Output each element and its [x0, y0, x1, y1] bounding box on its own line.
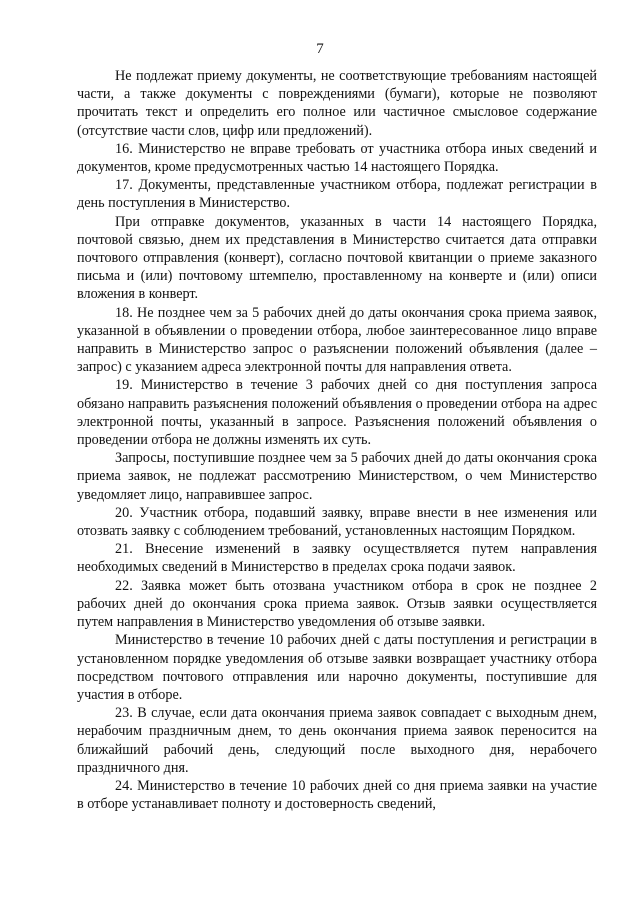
paragraph-late-requests: Запросы, поступившие позднее чем за 5 рабочих дней до даты окончания срока приема заявок, не подлежат рассмотрению Министерством, о чем Министерство уведомляет лицо, направившее запрос.	[77, 450, 597, 503]
page-number: 7	[316, 41, 324, 57]
paragraph-24: 24. Министерство в течение 10 рабочих дней со дня приема заявки на участие в отборе устанавливает полноту и достоверность сведений,	[77, 777, 597, 813]
paragraph-postal-submission: При отправке документов, указанных в части 14 настоящего Порядка, почтовой связью, днем их представления в Министерство считается дата отправки почтового отправления (конверт), согласно почтовой квитанции о приеме заказного письма и (или) почтовому штемпелю, проставленному на конверте и (или) описи вложения в конверт.	[77, 213, 597, 303]
paragraph-22: 22. Заявка может быть отозвана участником отбора в срок не позднее 2 рабочих дней до окончания срока приема заявок. Отзыв заявки осуществляется путем направления в Министерство уведомления об отзыве заявки.	[77, 577, 597, 631]
paragraph-19: 19. Министерство в течение 3 рабочих дней со дня поступления запроса обязано направить разъяснения положений объявления о проведении отбора на адрес электронной почты, указанный в запросе. Разъяснения положений объявления о проведении отбора не должны изменять их суть.	[77, 377, 597, 449]
paragraph-18: 18. Не позднее чем за 5 рабочих дней до даты окончания срока приема заявок, указанной в объявлении о проведении отбора, любое заинтересованное лицо вправе направить в Министерство запрос о разъяснении положений объявления (далее – запрос) с указанием адреса электронной почты для направления ответа.	[77, 304, 597, 376]
paragraph-17: 17. Документы, представленные участником отбора, подлежат регистрации в день поступления в Министерство.	[77, 177, 597, 212]
document-body	[77, 67, 597, 813]
paragraph-21: 21. Внесение изменений в заявку осуществляется путем направления необходимых сведений в Министерство в пределах срока подачи заявок.	[77, 541, 597, 576]
paragraph-withdrawal-return: Министерство в течение 10 рабочих дней с даты поступления и регистрации в установленном порядке уведомления об отзыве заявки возвращает участнику отбора посредством почтового отправления или нарочно документы, поступившие для участия в отборе.	[77, 632, 597, 703]
paragraph-23: 23. В случае, если дата окончания приема заявок совпадает с выходным днем, нерабочим праздничным днем, то день окончания приема заявок переносится на ближайший рабочий день, следующий после выходного дня, нерабочего праздничного дня.	[77, 705, 597, 776]
paragraph-20: 20. Участник отбора, подавший заявку, вправе внести в нее изменения или отозвать заявку с соблюдением требований, установленных настоящим Порядком.	[77, 504, 597, 540]
paragraph-16: 16. Министерство не вправе требовать от участника отбора иных сведений и документов, кроме предусмотренных частью 14 настоящего Порядка.	[77, 140, 597, 176]
paragraph-rejection-rules: Не подлежат приему документы, не соответствующие требованиям настоящей части, а также документы с повреждениями (бумаги), которые не позволяют прочитать текст и определить его полное или частичное смысловое содержание (отсутствие части слов, цифр или предложений).	[77, 68, 597, 139]
